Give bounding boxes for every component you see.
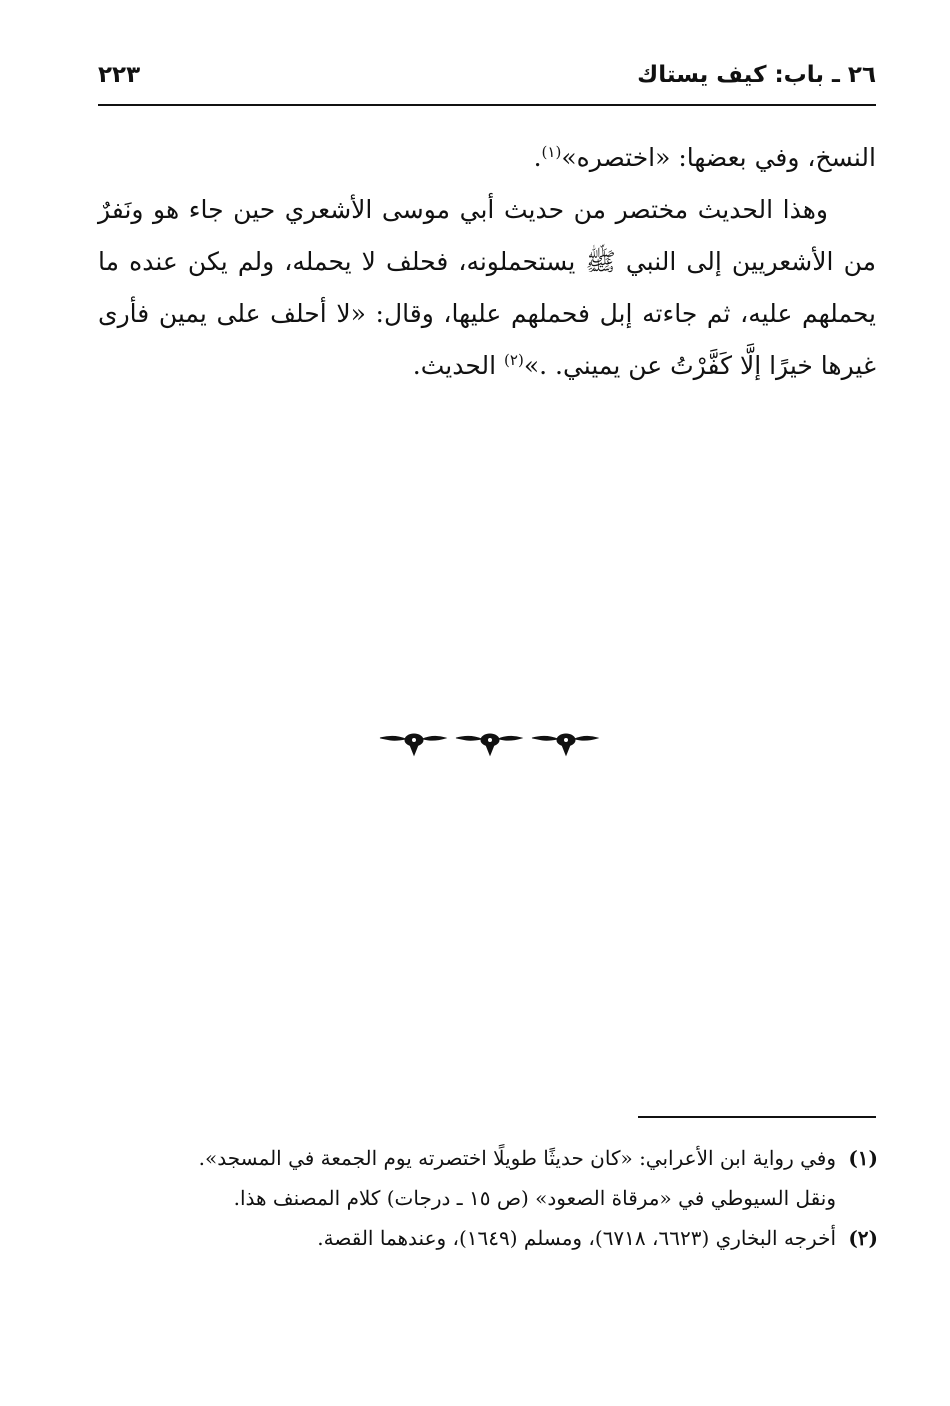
footnote-1-line-2: ونقل السيوطي في «مرقاة الصعود» (ص ١٥ ـ درجات) كلام المصنف هذا. [233,1186,836,1210]
footnote-ref-2: (٢) [504,351,524,369]
footnote-divider [638,1116,876,1118]
paragraph-1-end: . [533,143,542,172]
footnote-1-mark: (١) [848,1146,878,1170]
ornament-flourish-right [532,734,598,755]
footnote-2-mark: (٢) [848,1226,878,1250]
chapter-title: ٢٦ ـ باب: كيف يستاك [637,62,876,88]
paragraph-2-end: الحديث. [412,351,505,380]
footnote-2-line-1: أخرجه البخاري (٦٦٢٣، ٦٧١٨)، ومسلم (١٦٤٩)، وعندهما القصة. [317,1226,836,1250]
main-text [98,132,876,392]
footnote-1-line-1: وفي رواية ابن الأعرابي: «كان حديثًا طويلًا اختصرته يوم الجمعة في المسجد». [198,1146,836,1170]
paragraph-1 [98,132,876,184]
ornament-flourish-left [380,734,446,755]
page-number: ٢٢٣ [98,62,141,88]
paragraph-2-text: وهذا الحديث مختصر من حديث أبي موسى الأشعري حين جاء هو ونَفرٌ من الأشعريين إلى النبي ﷺ يستحملونه، فحلف لا يحمله، ولم يكن عنده ما يحملهم عليه، ثم جاءته إبل فحملهم عليها، وقال: «لا أحلف على يمين فأرى غيرها خيرًا إلَّا كَفَّرْتُ عن يميني. .» [98,195,876,380]
footnotes [98,1138,878,1258]
footnote-2 [98,1218,878,1258]
footnote-ref-1: (١) [541,143,562,161]
ornament-flourish-center [456,734,522,755]
running-head [98,60,876,98]
header-divider [98,104,876,106]
section-end-ornament [376,728,602,758]
footnote-1 [98,1138,878,1218]
paragraph-1-text: النسخ، وفي بعضها: «اختصره» [561,143,876,172]
paragraph-2 [98,184,876,392]
